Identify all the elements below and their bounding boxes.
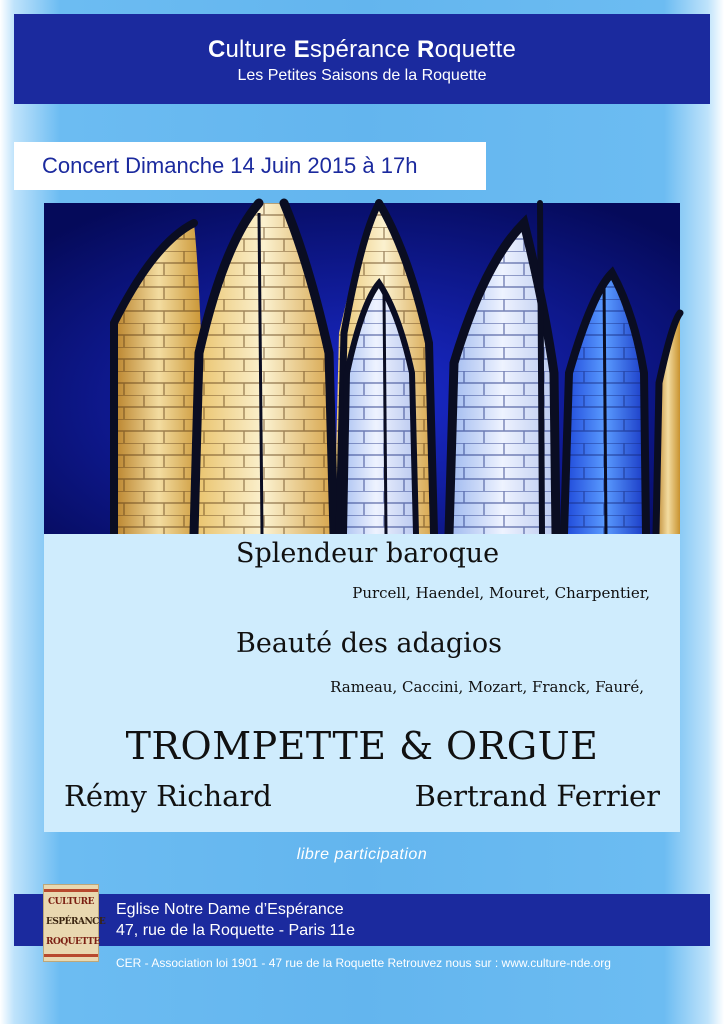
organization-logo [43,884,106,962]
header-banner [14,14,710,104]
concert-main-title: TROMPETTE & ORGUE [125,724,599,768]
organization-title: Culture Espérance Roquette [207,36,517,63]
composers-baroque: Purcell, Haendel, Mouret, Charpentier, [352,584,650,602]
composers-adagios: Rameau, Caccini, Mozart, Franck, Fauré, [330,678,644,696]
logo-stripe [44,954,98,957]
logo-line-1: CULTURE [48,897,94,907]
association-info: CER - Association loi 1901 - 47 rue de la Roquette Retrouvez nous sur : www.culture-nde.org [116,956,611,970]
venue-banner [14,894,710,946]
logo-stripe [44,889,98,892]
stained-glass-illustration [44,203,680,534]
concert-date: Concert Dimanche 14 Juin 2015 à 17h [14,142,486,190]
program-title-baroque: Splendeur baroque [236,538,500,569]
stained-glass-photo [44,203,680,534]
venue-address: 47, rue de la Roquette - Paris 11e [116,922,355,939]
program-title-adagios: Beauté des adagios [236,628,502,659]
organization-subtitle: Les Petites Saisons de la Roquette [237,67,487,84]
logo-line-2: ESPÉRANCE [46,917,106,927]
performer-trumpet: Rémy Richard [64,779,272,813]
admission-note: libre participation [296,846,428,863]
venue-name: Eglise Notre Dame d’Espérance [116,901,344,918]
logo-line-3: ROQUETTE [46,937,100,947]
program-panel [44,534,680,832]
performer-organ: Bertrand Ferrier [414,779,660,813]
